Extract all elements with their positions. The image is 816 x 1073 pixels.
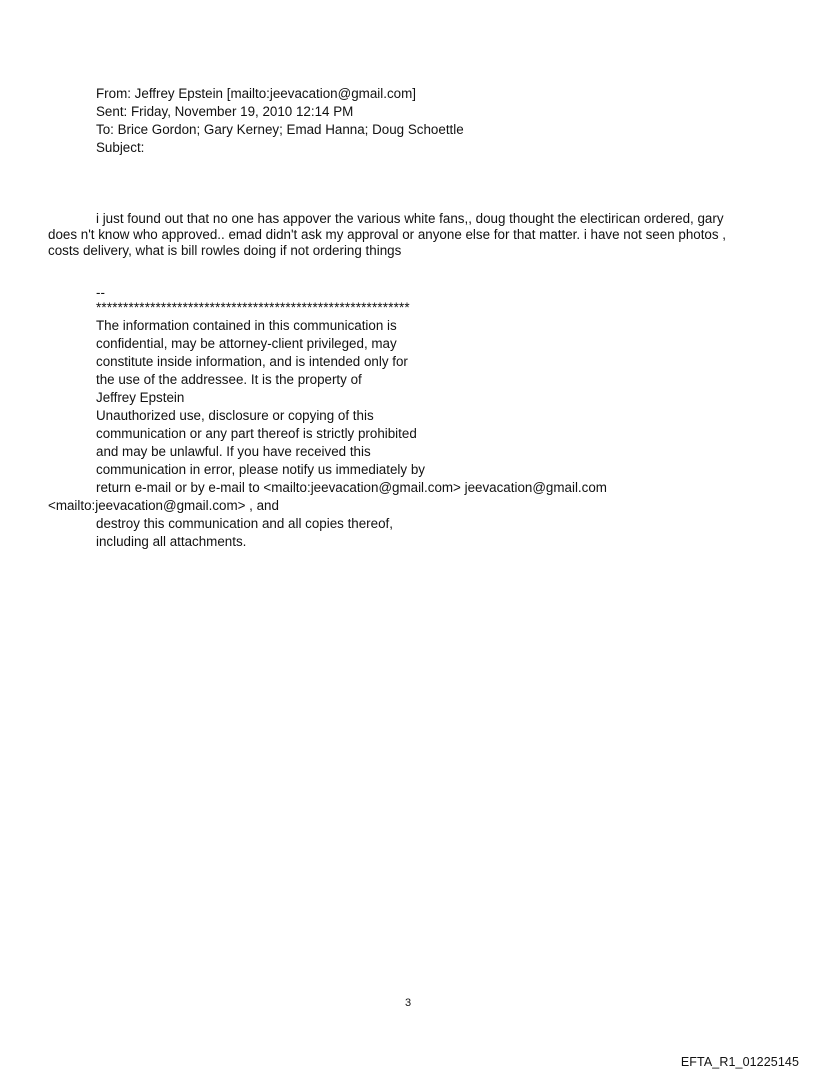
email-subject: Subject: — [96, 140, 145, 155]
email-to: To: Brice Gordon; Gary Kerney; Emad Hanna; Doug Schoettle — [96, 122, 464, 137]
page-number: 3 — [404, 997, 412, 1009]
email-from: From: Jeffrey Epstein [mailto:jeevacation@gmail.com] — [96, 86, 416, 101]
email-body-line: does n't know who approved.. emad didn't ask my approval or anyone else for that matter. i have not seen photos , — [48, 227, 727, 242]
disclaimer-line: and may be unlawful. If you have received this — [96, 444, 371, 459]
disclaimer-line: constitute inside information, and is intended only for — [96, 354, 408, 369]
disclaimer-closing-line: destroy this communication and all copies thereof, — [96, 516, 393, 531]
disclaimer-line: Jeffrey Epstein — [96, 390, 185, 405]
document-id: EFTA_R1_01225145 — [680, 1055, 799, 1069]
signature-dashes: -- — [96, 285, 105, 300]
email-body-line: i just found out that no one has appover the various white fans,, doug thought the electirican ordered, gary — [96, 211, 724, 226]
disclaimer-line: communication or any part thereof is strictly prohibited — [96, 426, 417, 441]
disclaimer-outdent-line: <mailto:jeevacation@gmail.com> , and — [48, 498, 279, 513]
signature-stars: ********************************************************** — [96, 300, 410, 315]
email-body-line: costs delivery, what is bill rowles doing if not ordering things — [48, 243, 402, 258]
disclaimer-line: confidential, may be attorney-client privileged, may — [96, 336, 397, 351]
disclaimer-closing-line: including all attachments. — [96, 534, 247, 549]
disclaimer-line: the use of the addressee. It is the property of — [96, 372, 362, 387]
email-sent: Sent: Friday, November 19, 2010 12:14 PM — [96, 104, 354, 119]
email-body — [48, 211, 760, 259]
disclaimer-line: return e-mail or by e-mail to <mailto:jeevacation@gmail.com> jeevacation@gmail.com — [96, 480, 607, 495]
disclaimer-line: Unauthorized use, disclosure or copying of this — [96, 408, 374, 423]
disclaimer-line: The information contained in this communication is — [96, 318, 397, 333]
disclaimer-line: communication in error, please notify us immediately by — [96, 462, 425, 477]
